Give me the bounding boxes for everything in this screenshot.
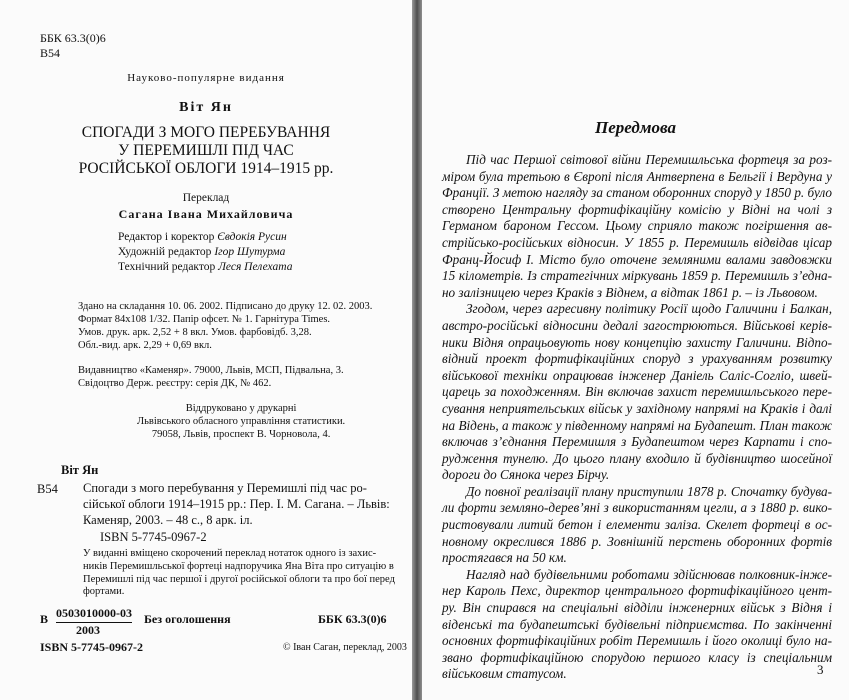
preface-line: відний проект фортифікаційних споруд з урахуванням розвитку: [442, 351, 832, 367]
preface-paragraph: [442, 301, 832, 484]
bbk-code-top: ББК 63.3(0)6: [40, 31, 106, 45]
bbk-code-bottom: ББК 63.3(0)6: [318, 612, 387, 626]
copyright: © Іван Саган, переклад, 2003: [283, 642, 407, 653]
preface-paragraph: [442, 152, 832, 301]
preface-line: включав з’єднання Перемишля з Будапештом через Карпати і спо-: [442, 434, 832, 450]
preface-line: військовим статусом.: [442, 666, 567, 682]
preface-line: у Франції. З метою нагляду за станом оборонних споруд у 1850 р.: [442, 168, 833, 201]
preface-line: До повної реалізації плану приступили 1878 р. Спочатку будува-: [466, 483, 832, 499]
editor-name: Євдокія Русин: [217, 231, 287, 243]
preface-line: було створено Центральну фортифікаційну комісію у Відні на чолі з: [442, 185, 832, 217]
preface-line: ли форти земляно-дерев’яні з використанням цегли, а з 1880 р. вико-: [442, 500, 832, 516]
editor-name: Ігор Шутурма: [214, 246, 286, 258]
preface-line: Нагляд над будівельними роботами здійснював полковник-інже-: [466, 566, 832, 582]
preface-line: основних фортифікаційних робіт Перемишль і його околиці було на-: [442, 633, 832, 649]
preface-line: військової техніки опрацював інженер Даніель Саліс-Соглio, швей-: [442, 367, 832, 383]
preface-line: царець за походженням. Він включав захист перемишльського пере-: [442, 384, 832, 400]
editor-role: Редактор і коректор: [118, 231, 215, 243]
title-line: У ПЕРЕМИШЛІ ПІД ЧАС: [118, 142, 294, 159]
editor-row: [118, 245, 292, 260]
author-name: Віт Ян: [179, 100, 233, 115]
book-title: [0, 124, 412, 178]
catalog-code: В54: [37, 482, 58, 496]
preface-line: австро-російські відносини дедалі загострюються. Військові керів-: [442, 317, 832, 333]
print-line: Формат 84x108 1/32. Папір офсет. № 1. Гарнітура Times.: [78, 314, 331, 325]
book-gutter: [412, 0, 422, 700]
preface-line: віденські та будапештські будівельні підприємства. По закінченні: [442, 616, 832, 632]
no-announcement: Без оголошення: [144, 612, 231, 626]
preface-line: на Відень, а також у південному напрямі на Будапешт. План також: [442, 417, 832, 433]
editor-name: Леся Пелехата: [218, 261, 293, 273]
editors-list: [118, 230, 292, 275]
preface-line: Германом бароном Гессом. Цьому сприяло також погіршення ав-: [442, 218, 832, 234]
preface-line: рудження тунелю. До цього плану входило й будівництво шосейної: [442, 450, 832, 466]
preface-line: простягався на 50 км.: [442, 550, 567, 566]
preface-line: звано фортифікаційною спорудою першого класу із спеціальним: [442, 649, 832, 665]
right-page: [422, 0, 849, 700]
catalog-line: Спогади з мого перебування у Перемишлі під час ро-: [83, 481, 367, 495]
catalog-code-top: В54: [40, 46, 61, 60]
annotation-line: У виданні вміщено скорочений переклад нотаток одного із захис-: [83, 548, 377, 559]
print-line: Умов. друк. арк. 2,52 + 8 вкл. Умов. фарбовідб. 3,28.: [78, 327, 312, 338]
index-denominator: 2003: [76, 623, 100, 637]
preface-line: стрійсько-російських відносин. У 1855 р. Перемишль відвідав цісар: [442, 234, 832, 250]
page-number: 3: [817, 662, 824, 677]
preface-line: сування неприятельських військ у західному напрямі на Краків і далі: [442, 400, 832, 416]
preface-heading: Передмова: [595, 118, 676, 137]
left-page: [0, 0, 412, 700]
preface-line: новному окреслився 1886 р. Зовнішній перстень оборонних фортів: [442, 533, 832, 549]
series-label: Науково-популярне видання: [127, 72, 285, 84]
preface-line: Франц-Йосиф І. Місто було оточене земляними валами завдовжки: [442, 251, 832, 267]
publisher-line: Свідоцтво Держ. реєстру: серія ДК, № 462.: [78, 378, 272, 389]
catalog-isbn: ISBN 5-7745-0967-2: [100, 530, 207, 544]
preface-line: дороги до Сянока через Бірчу.: [442, 467, 610, 483]
translator-name: Сагана Івана Михайловича: [118, 207, 294, 221]
preface-line: Згодом, через агресивну політику Росії щодо Галичини і Балкан,: [466, 301, 832, 317]
translation-label: Переклад: [182, 192, 230, 204]
preface-line: ру. Він спирався на спеціальні відділи інженерних військ з Відня і: [442, 600, 832, 616]
preface-line: но залізницею через Краків з Віднем, а відтак 1861 р. – із Львовом.: [442, 284, 818, 300]
index-numerator: 0503010000-03: [56, 606, 132, 623]
preface-body: [442, 152, 832, 683]
editor-role: Художній редактор: [118, 246, 212, 258]
preface-paragraph: [442, 484, 832, 567]
publisher-info: [78, 364, 344, 390]
publisher-line: Видавництво «Каменяр». 79000, Львів, МСП, Підвальна, 3.: [78, 365, 344, 376]
annotation-line: ників Перемишльської фортеці надпоручика Яна Віта про ситуацію в: [83, 560, 394, 572]
printer-line: 79058, Львів, проспект В. Чорновола, 4.: [151, 429, 331, 440]
editor-row: [118, 230, 292, 245]
index-letter: В: [40, 612, 49, 626]
preface-line: Під час Першої світової війни Перемишльська фортеця за роз-: [466, 152, 832, 167]
catalog-line: сійської облоги 1914–1915 рр.: Пер. І. М. Сагана. – Львів:: [83, 497, 390, 511]
annotation-line: фортами.: [83, 586, 125, 598]
title-line: СПОГАДИ З МОГО ПЕРЕБУВАННЯ: [81, 124, 331, 141]
print-info: [78, 300, 372, 352]
preface-line: нер Кароль Пехс, директор центрального фортифікаційного цент-: [442, 583, 832, 599]
preface-line: міром була третьою в Європі після Антверпена в Бельгії і Вердуна: [442, 168, 823, 184]
catalog-line: Каменяр, 2003. – 48 с., 8 арк. іл.: [83, 513, 253, 527]
title-line: РОСІЙСЬКОЇ ОБЛОГИ 1914–1915 рр.: [78, 160, 334, 177]
preface-line: 15 кілометрів. Із стратегічних міркувань 1859 р. Перемишль з’една-: [442, 268, 832, 284]
preface-paragraph: [442, 567, 832, 683]
printer-line: Львівського обласного управління статистики.: [137, 416, 346, 427]
printer-line: Віддруковано у друкарні: [185, 403, 297, 414]
isbn-bottom: ISBN 5-7745-0967-2: [40, 640, 144, 654]
catalog-description: [83, 480, 390, 528]
preface-line: ники Відня опрацьовують нову концепцію захисту Галичини. Відпо-: [442, 334, 832, 350]
editor-row: [118, 260, 292, 275]
annotation: [83, 548, 395, 599]
annotation-line: Перемишлі під час першої і другої російської облоги та про бої перед: [83, 573, 395, 585]
preface-line: ристовували литий бетон і елементи заліза. Скелет фортеці в ос-: [442, 517, 832, 533]
print-line: Здано на складання 10. 06. 2002. Підписано до друку 12. 02. 2003.: [78, 301, 373, 312]
print-line: Обл.-вид. арк. 2,29 + 0,69 вкл.: [78, 340, 212, 351]
catalog-author: Віт Ян: [61, 463, 99, 477]
printer-info: [137, 402, 345, 441]
editor-role: Технічний редактор: [118, 261, 216, 273]
